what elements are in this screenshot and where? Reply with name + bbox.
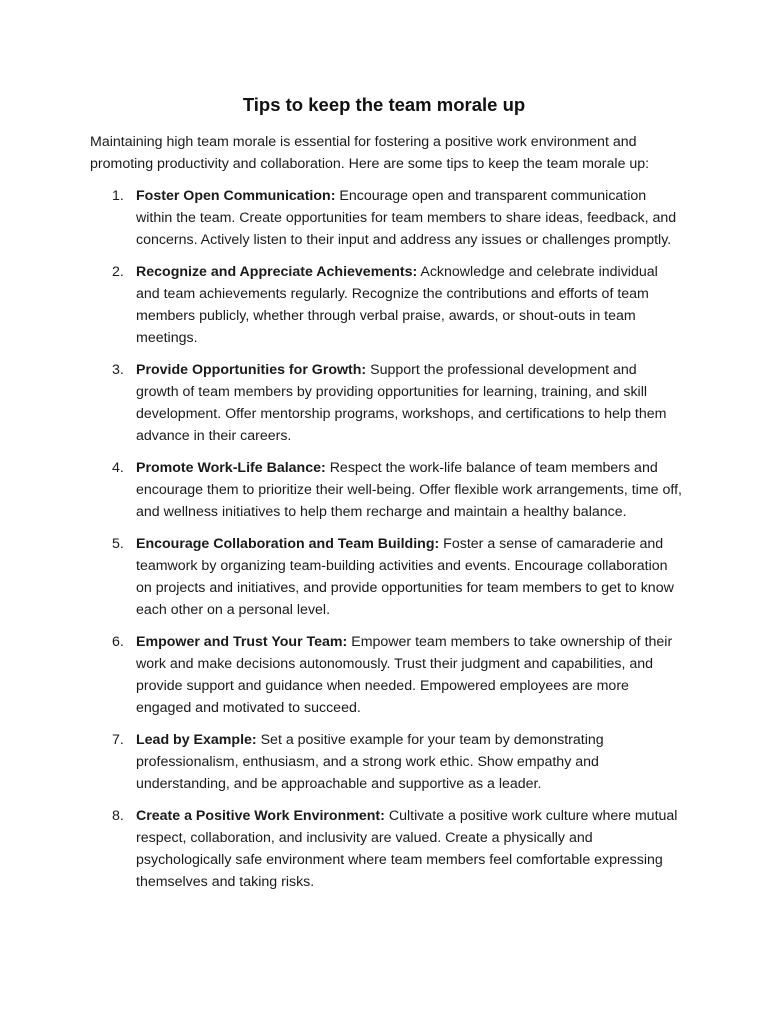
tip-heading: Lead by Example: [136, 732, 257, 748]
tips-list [90, 185, 682, 903]
tip-body: Encourage open and transparent communication within the team. Create opportunities for team members to share ideas, feedback, and concerns. Actively listen to their input and address any issues or challenges promptly. [136, 188, 677, 248]
tip-body: Set a positive example for your team by demonstrating professionalism, enthusiasm, and a strong work ethic. Show empathy and understanding, and be approachable and supportive as a leader. [136, 732, 604, 792]
tip-body: Acknowledge and celebrate individual and team achievements regularly. Recognize the contributions and efforts of team members publicly, whether through verbal praise, awards, or shout-outs in team meetings. [136, 264, 658, 346]
list-item-8 [90, 805, 682, 893]
tip-body: Cultivate a positive work culture where mutual respect, collaboration, and inclusivity are valued. Create a physically and psychologically safe environment where team members feel comfortable expressing themselves and taking risks. [136, 808, 678, 890]
list-item-1 [90, 185, 682, 251]
list-item-4 [90, 457, 682, 523]
list-number: 4. [112, 460, 124, 476]
tip-heading: Create a Positive Work Environment: [136, 808, 385, 824]
tip-heading: Empower and Trust Your Team: [136, 634, 348, 650]
page-title: Tips to keep the team morale up [242, 94, 526, 115]
list-number: 7. [112, 732, 124, 748]
list-item-6 [90, 631, 682, 719]
tip-heading: Encourage Collaboration and Team Building: [136, 536, 440, 552]
tip-body: Foster a sense of camaraderie and teamwork by organizing team-building activities and events. Encourage collaboration on projects and initiatives, and provide opportunities for team members to get to know each other on a personal level. [136, 536, 674, 618]
list-item-7 [90, 729, 682, 795]
list-number: 2. [112, 264, 124, 280]
list-number: 1. [112, 188, 124, 204]
tip-heading: Foster Open Communication: [136, 188, 336, 204]
list-item-3 [90, 359, 682, 447]
tip-body: Empower team members to take ownership of their work and make decisions autonomously. Trust their judgment and capabilities, and provide support and guidance when needed. Empowered employees are more engaged and motivated to succeed. [136, 634, 673, 716]
list-number: 8. [112, 808, 124, 824]
list-item-5 [90, 533, 682, 621]
list-number: 3. [112, 362, 124, 378]
tip-heading: Provide Opportunities for Growth: [136, 362, 367, 378]
tip-heading: Recognize and Appreciate Achievements: [136, 264, 418, 280]
intro-paragraph: Maintaining high team morale is essential for fostering a positive work environment and promoting productivity and collaboration. Here are some tips to keep the team morale up: [90, 134, 650, 172]
tip-body: Respect the work-life balance of team members and encourage them to prioritize their well-being. Offer flexible work arrangements, time off, and wellness initiatives to help them recharge and maintain a healthy balance. [136, 460, 682, 520]
tip-body: Support the professional development and growth of team members by providing opportunities for learning, training, and skill development. Offer mentorship programs, workshops, and certifications to help them advance in their careers. [136, 362, 667, 444]
tip-heading: Promote Work-Life Balance: [136, 460, 326, 476]
list-item-2 [90, 261, 682, 349]
list-number: 5. [112, 536, 124, 552]
list-number: 6. [112, 634, 124, 650]
